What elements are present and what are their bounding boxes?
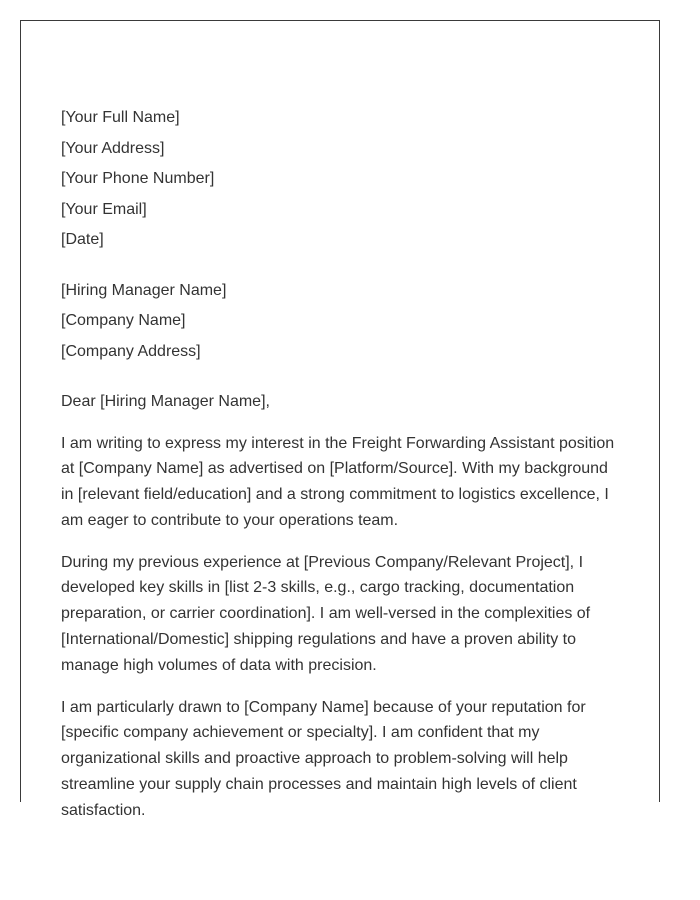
recipient-company-name: [Company Name] [61,312,186,329]
sender-block [61,103,621,256]
letter-date: [Date] [61,231,104,248]
recipient-block [61,276,621,368]
sender-full-name: [Your Full Name] [61,109,180,126]
salutation: Dear [Hiring Manager Name], [61,393,270,410]
body-paragraph-motivation: I am particularly drawn to [Company Name] because of your reputation for [specific company achievement or specialty]. I am confident that my organizational skills and proactive approach to problem-solving will help streamline your supply chain processes and maintain high levels of client satisfaction. [61,698,586,819]
body-paragraph-experience: During my previous experience at [Previous Company/Relevant Project], I developed key skills in [list 2-3 skills, e.g., cargo tracking, documentation preparation, or carrier coordination]. I am well-versed in the complexities of [International/Domestic] shipping regulations and have a proven ability to manage high volumes of data with precision. [61,553,591,674]
letter-page [20,20,660,819]
sender-email: [Your Email] [61,200,147,218]
recipient-company-address: [Company Address] [61,342,201,360]
body-paragraph-intro: I am writing to express my interest in the Freight Forwarding Assistant position at [Company Name] as advertised on [Platform/Source]. With my background in [relevant field/education] and a strong commitment to logistics excellence, I am eager to contribute to your operations team. [61,434,615,529]
sender-phone: [Your Phone Number] [61,170,215,187]
recipient-hiring-manager: [Hiring Manager Name] [61,281,227,299]
sender-address: [Your Address] [61,139,165,157]
letter-content [61,103,621,824]
